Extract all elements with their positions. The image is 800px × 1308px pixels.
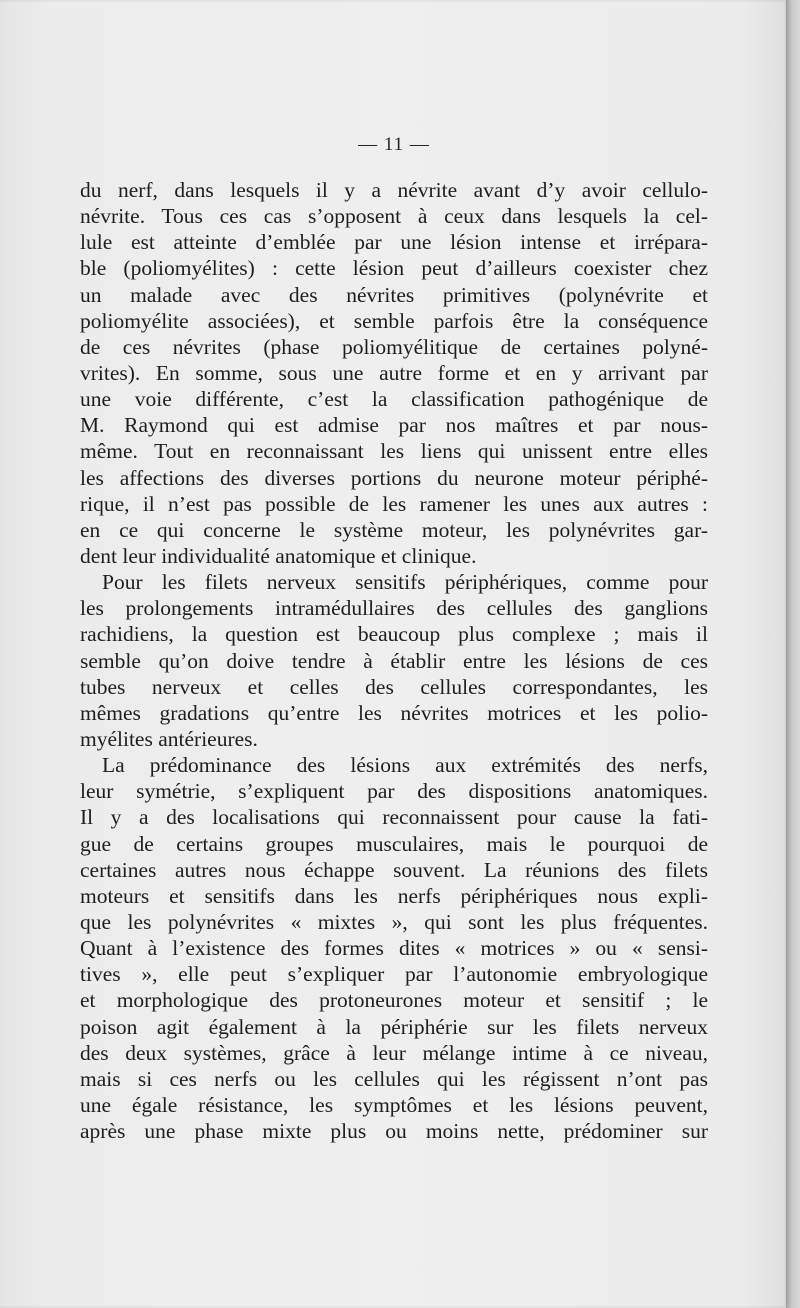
text-line: un malade avec des névrites primitives (polynévrite et bbox=[80, 282, 708, 307]
text-line: mais si ces nerfs ou les cellules qui les régissent n’ont pas bbox=[80, 1066, 708, 1091]
text-line: rique, il n’est pas possible de les ramener les unes aux autres : bbox=[80, 491, 708, 516]
text-line: des deux systèmes, grâce à leur mélange intime à ce niveau, bbox=[80, 1040, 708, 1065]
text-line: vrites). En somme, sous une autre forme et en y arrivant par bbox=[80, 360, 708, 385]
text-line: même. Tout en reconnaissant les liens qui unissent entre elles bbox=[80, 439, 708, 464]
text-line: lule est atteinte d’emblée par une lésion intense et irrépara- bbox=[80, 230, 708, 255]
text-line: moteurs et sensitifs dans les nerfs périphériques nous expli- bbox=[80, 883, 708, 908]
text-line: tives », elle peut s’expliquer par l’autonomie embryologique bbox=[80, 962, 708, 987]
text-line: semble qu’on doive tendre à établir entre les lésions de ces bbox=[80, 648, 708, 673]
page-number: — 11 — bbox=[358, 134, 430, 155]
text-line: gue de certains groupes musculaires, mais le pourquoi de bbox=[80, 831, 708, 856]
text-line: mêmes gradations qu’entre les névrites motrices et les polio- bbox=[80, 700, 708, 725]
text-line: Il y a des localisations qui reconnaissent pour cause la fati- bbox=[80, 805, 708, 830]
text-line: les affections des diverses portions du neurone moteur périphé- bbox=[80, 465, 708, 490]
text-line: après une phase mixte plus ou moins nette, prédominer sur bbox=[80, 1119, 708, 1144]
text-line: de ces névrites (phase poliomyélitique de certaines polyné- bbox=[80, 334, 708, 359]
text-line: dent leur individualité anatomique et clinique. bbox=[80, 543, 477, 568]
text-line: les prolongements intramédullaires des cellules des ganglions bbox=[80, 596, 708, 621]
text-line: Pour les filets nerveux sensitifs périphériques, comme pour bbox=[102, 570, 708, 595]
text-line: leur symétrie, s’expliquent par des dispositions anatomiques. bbox=[80, 779, 708, 804]
text-line: tubes nerveux et celles des cellules correspondantes, les bbox=[80, 674, 708, 699]
body-text bbox=[80, 177, 708, 1144]
text-line: ble (poliomyélites) : cette lésion peut d’ailleurs coexister chez bbox=[80, 256, 708, 281]
text-line: du nerf, dans lesquels il y a névrite avant d’y avoir cellulo- bbox=[80, 178, 708, 202]
text-line: Quant à l’existence des formes dites « motrices » ou « sensi- bbox=[80, 936, 708, 961]
text-line: M. Raymond qui est admise par nos maîtres et par nous- bbox=[80, 413, 708, 438]
text-line: myélites antérieures. bbox=[80, 726, 258, 751]
text-line: que les polynévrites « mixtes », qui sont les plus fréquentes. bbox=[80, 909, 708, 934]
text-line: une voie différente, c’est la classification pathogénique de bbox=[80, 387, 708, 412]
page-edge-shadow bbox=[786, 0, 800, 1308]
text-line: une égale résistance, les symptômes et les lésions peuvent, bbox=[80, 1092, 708, 1117]
text-line: La prédominance des lésions aux extrémités des nerfs, bbox=[102, 753, 708, 778]
text-line: certaines autres nous échappe souvent. La réunions des filets bbox=[80, 857, 708, 882]
text-line: et morphologique des protoneurones moteur et sensitif ; le bbox=[80, 988, 708, 1013]
text-line: poliomyélite associées), et semble parfois être la conséquence bbox=[80, 308, 708, 333]
text-line: névrite. Tous ces cas s’opposent à ceux dans lesquels la cel- bbox=[80, 204, 708, 229]
text-line: en ce qui concerne le système moteur, les polynévrites gar- bbox=[80, 517, 708, 542]
text-line: poison agit également à la périphérie sur les filets nerveux bbox=[80, 1014, 708, 1039]
text-line: rachidiens, la question est beaucoup plus complexe ; mais il bbox=[80, 622, 708, 647]
